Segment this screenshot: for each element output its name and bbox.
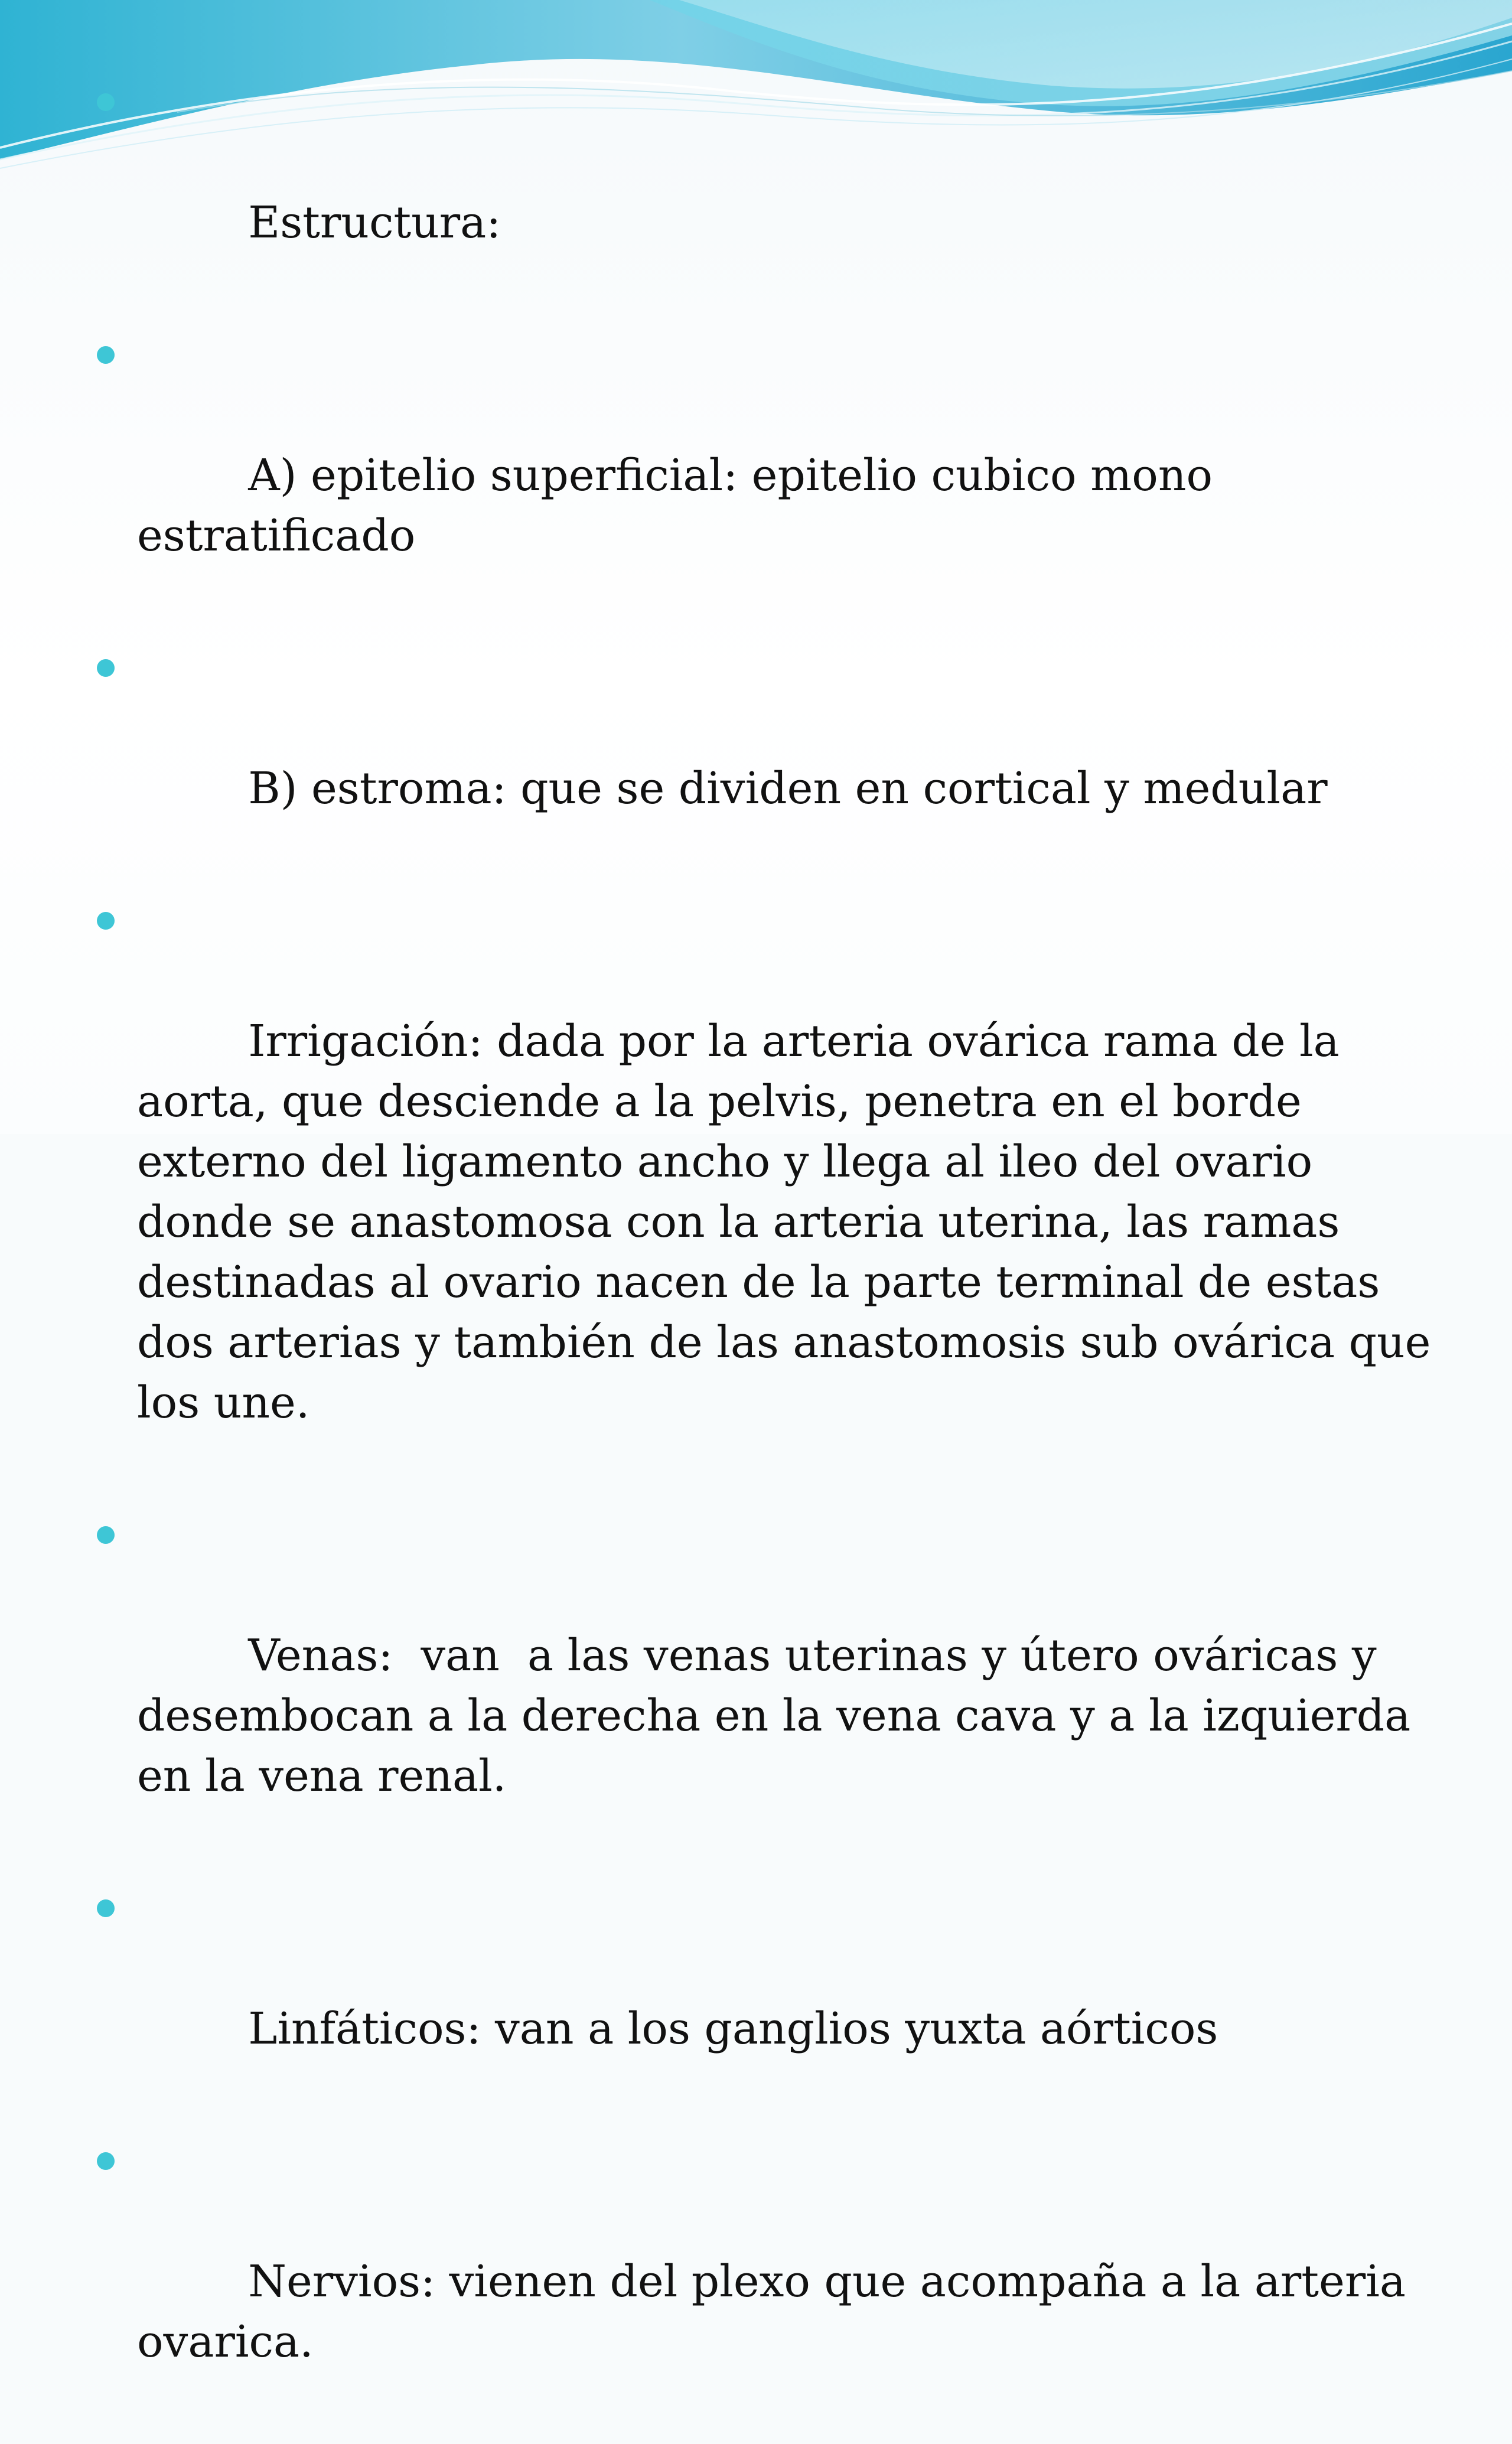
bullet-item-irrigacion: [94, 891, 1453, 1493]
bullet-list: [94, 72, 1453, 2432]
bullet-item-estroma: [94, 638, 1453, 879]
bullet-icon: [97, 1526, 115, 1544]
bullet-item-linfaticos: [94, 1878, 1453, 2119]
bullet-text: Nervios: vienen del plexo que acompaña a la arteria ovarica.: [137, 2256, 1420, 2367]
bullet-icon: [97, 346, 115, 364]
slide-content: [94, 72, 1453, 2444]
bullet-icon: [97, 93, 115, 111]
bullet-item-venas: [94, 1505, 1453, 1866]
bullet-icon: [97, 2152, 115, 2170]
bullet-icon: [97, 659, 115, 677]
bullet-icon: [97, 1899, 115, 1917]
bullet-item-epitelio: [94, 325, 1453, 626]
bullet-item-estructura: [94, 72, 1453, 313]
bullet-icon: [97, 912, 115, 930]
bullet-text: Venas: van a las venas uterinas y útero ováricas y desembocan a la derecha en la vena cava y a la izquierda en la vena renal.: [137, 1630, 1425, 1801]
bullet-text: B) estroma: que se dividen en cortical y medular: [248, 763, 1328, 814]
bullet-text: Estructura:: [248, 197, 501, 248]
bullet-item-nervios: [94, 2131, 1453, 2432]
bullet-text: A) epitelio superficial: epitelio cubico mono estratificado: [137, 450, 1227, 561]
bullet-text: Irrigación: dada por la arteria ovárica rama de la aorta, que desciende a la pelvis, penetra en el borde externo del ligamento ancho y llega al ileo del ovario donde se anastomosa con la arteria uterina, las ramas destinadas al ovario nacen de la parte terminal de estas dos arterias y también de las anastomosis sub ovárica que los une.: [137, 1016, 1445, 1428]
bullet-text: Linfáticos: van a los ganglios yuxta aórticos: [248, 2003, 1218, 2054]
